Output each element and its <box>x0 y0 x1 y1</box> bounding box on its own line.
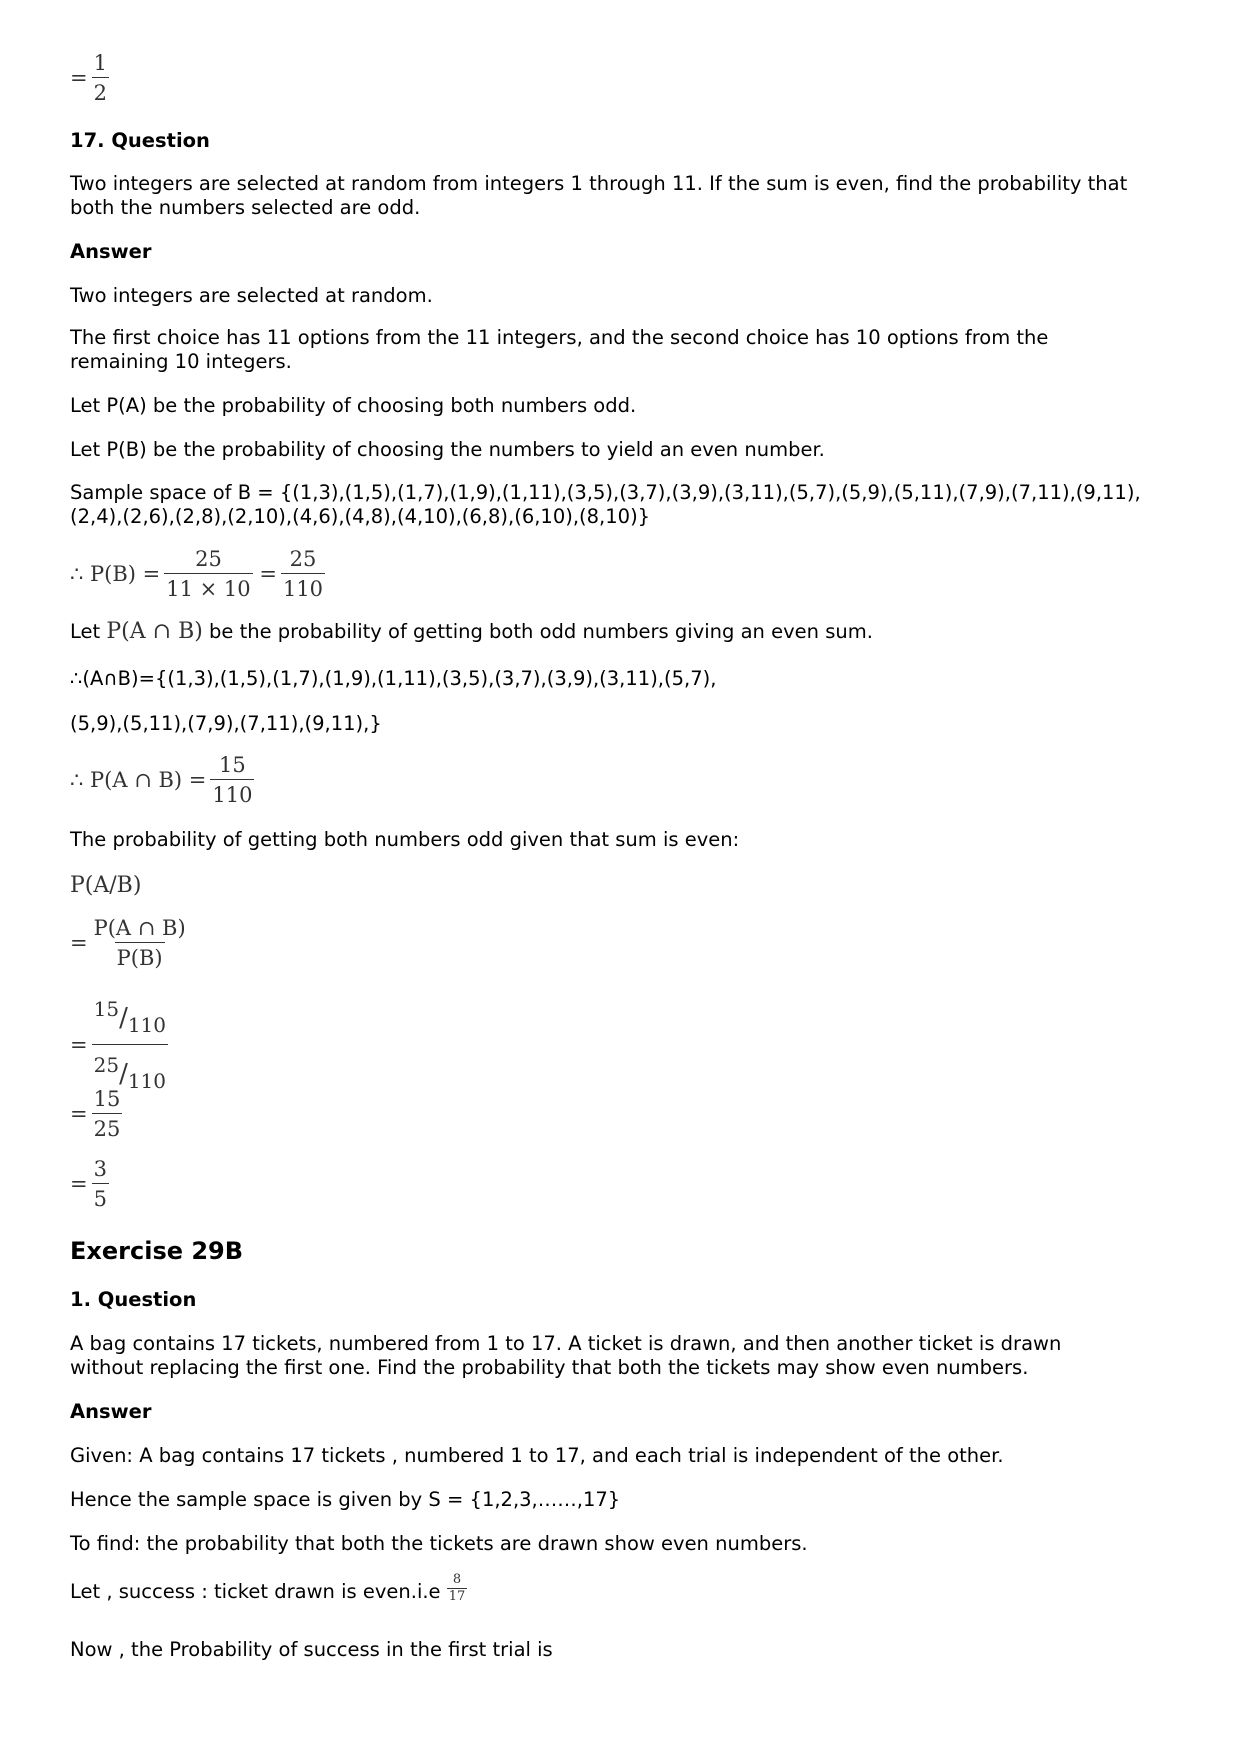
step-2-compound-fraction: = $\frac{^{15}/_{110}}{^{25}/_{110}}$ <box>70 993 168 1097</box>
answer-paragraph-2-line1: The first choice has 11 options from the 11 integers, and the second choice has 10 options from the <box>70 326 1049 349</box>
intersection-set-line1: ∴(A∩B)={(1,3),(1,5),(1,7),(1,9),(1,11),(3,5),(3,7),(3,9),(3,11),(5,7), <box>70 667 717 690</box>
probability-intersection-equation: ∴ P(A ∩ B) = $\frac{15}{110}$ <box>70 753 253 807</box>
exercise-title: Exercise 29B <box>70 1237 244 1265</box>
step-3-fraction: = $\frac{15}{25}$ <box>70 1087 121 1141</box>
conditional-probability-label: P(A/B) <box>70 873 142 898</box>
fraction-denominator: 2 <box>92 77 109 104</box>
success-fraction: $\frac{8}{17}$ <box>448 1572 466 1604</box>
let-intersection-line: Let P(A ∩ B) be the probability of getting both odd numbers giving an even sum. <box>70 619 873 644</box>
question-17-text-line2: both the numbers selected are odd. <box>70 196 421 219</box>
exercise-answer-label: Answer <box>70 1400 152 1423</box>
step-1-fraction: = $\frac{P(A \cap B)}{P(B)}$ <box>70 916 186 970</box>
exercise-answer-line-2: Hence the sample space is given by S = {1,2,3,……,17} <box>70 1488 621 1511</box>
question-17-text-line1: Two integers are selected at random from integers 1 through 11. If the sum is even, find the probability that <box>70 172 1128 195</box>
answer-paragraph-3: Let P(A) be the probability of choosing both numbers odd. <box>70 394 637 417</box>
exercise-answer-line-4: Let , success : ticket drawn is even.i.e $\frac{8}{17}$ <box>70 1572 466 1604</box>
sample-space-line1: Sample space of B = {(1,3),(1,5),(1,7),(1,9),(1,11),(3,5),(3,7),(3,9),(3,11),(5,7),(5,9),(5,11),(7,9),(7,11),(9,11), <box>70 481 1141 504</box>
sample-space-line2: (2,4),(2,6),(2,8),(2,10),(4,6),(4,8),(4,10),(6,8),(6,10),(8,10)} <box>70 505 651 528</box>
exercise-question-1-heading: 1. Question <box>70 1288 197 1311</box>
answer-paragraph-2-line2: remaining 10 integers. <box>70 350 292 373</box>
exercise-answer-line-3: To find: the probability that both the tickets are drawn show even numbers. <box>70 1532 808 1555</box>
exercise-answer-line-5: Now , the Probability of success in the first trial is <box>70 1638 553 1661</box>
answer-paragraph-1: Two integers are selected at random. <box>70 284 433 307</box>
question-17-heading: 17. Question <box>70 129 210 152</box>
conditional-probability-text: The probability of getting both numbers odd given that sum is even: <box>70 828 740 851</box>
exercise-question-1-line2: without replacing the first one. Find the probability that both the tickets may show even numbers. <box>70 1356 1029 1379</box>
answer-label: Answer <box>70 240 152 263</box>
answer-paragraph-4: Let P(B) be the probability of choosing the numbers to yield an even number. <box>70 438 825 461</box>
probability-b-equation: ∴ P(B) = $\frac{25}{11 \times 10}$ = $\frac{25}{110}$ <box>70 547 324 601</box>
intersection-set-line2: (5,9),(5,11),(7,9),(7,11),(9,11),} <box>70 712 382 735</box>
fraction-numerator: 1 <box>93 51 107 75</box>
exercise-question-1-line1: A bag contains 17 tickets, numbered from 1 to 17. A ticket is drawn, and then another ticket is drawn <box>70 1332 1062 1355</box>
top-fraction: = $\frac{1}{2}$ <box>70 51 107 105</box>
exercise-answer-line-1: Given: A bag contains 17 tickets , numbered 1 to 17, and each trial is independent of the other. <box>70 1444 1004 1467</box>
step-4-fraction: = $\frac{3}{5}$ <box>70 1157 107 1211</box>
